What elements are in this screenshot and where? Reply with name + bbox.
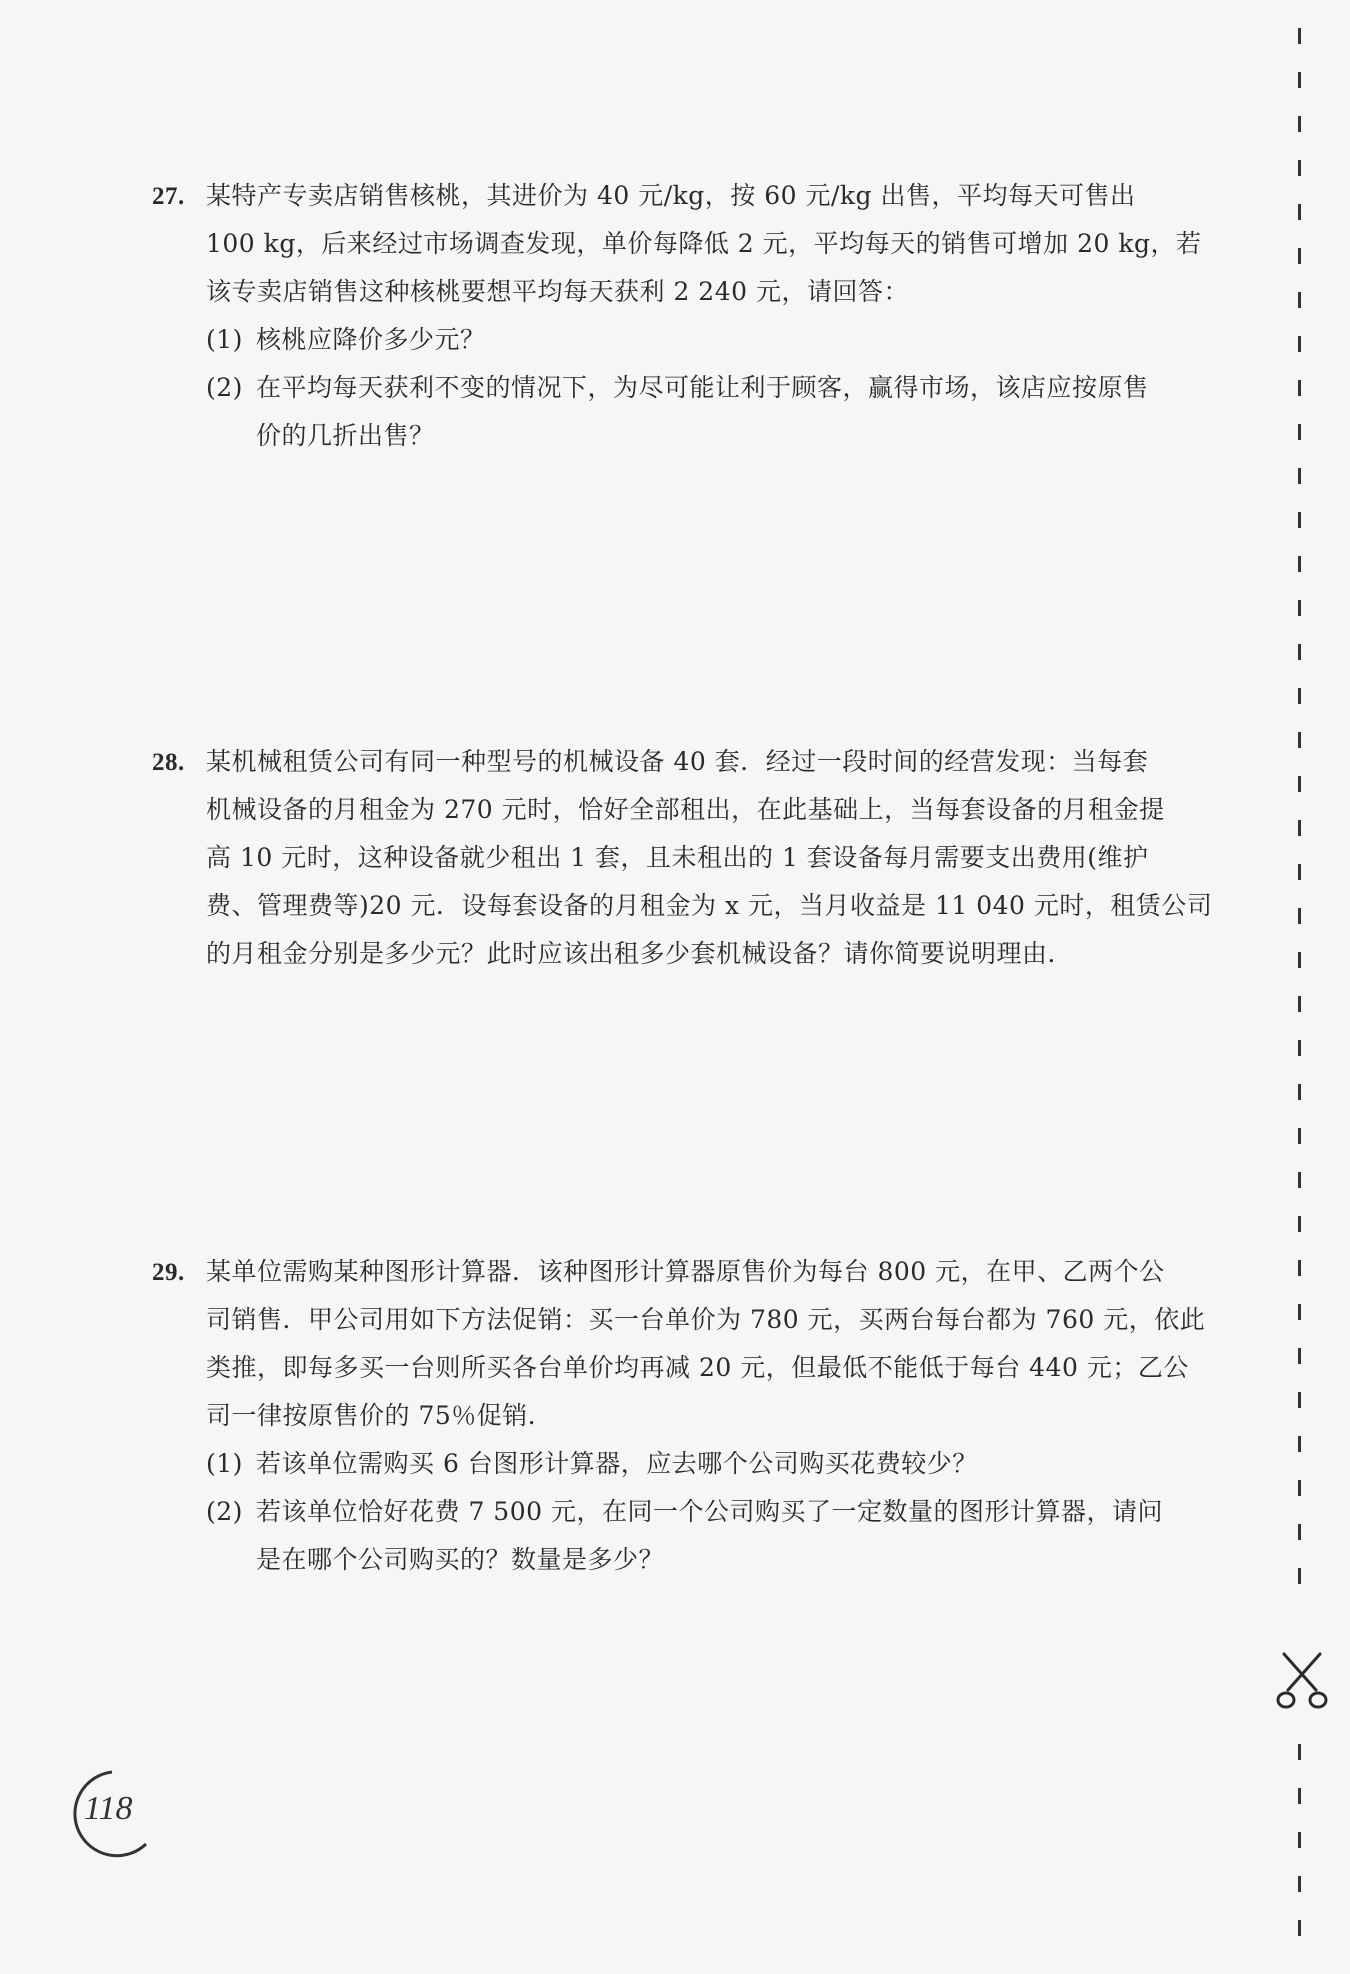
scissors-icon [1272, 1650, 1332, 1716]
sub-question-label: (2) [206, 373, 243, 402]
problem-text-line: 司销售．甲公司用如下方法促销：买一台单价为 780 元，买两台每台都为 760 元，依此 [206, 1305, 1206, 1334]
problem-27 [152, 172, 1212, 460]
sub-question-text: 核桃应降价多少元？ [256, 325, 486, 354]
sub-question-label: (1) [206, 1449, 243, 1478]
problem-text-line: 100 kg，后来经过市场调查发现，单价每降低 2 元，平均每天的销售可增加 20 kg，若 [206, 229, 1202, 258]
problem-number: 29. [152, 1259, 185, 1286]
sub-question-1 [152, 316, 1212, 364]
problem-number: 28. [152, 749, 185, 776]
problem-text-line: 某机械租赁公司有同一种型号的机械设备 40 套．经过一段时间的经营发现：当每套 [206, 747, 1149, 776]
problem-text-line: 费、管理费等)20 元．设每套设备的月租金为 x 元，当月收益是 11 040 元时，租赁公司 [206, 891, 1213, 920]
problem-number: 27. [152, 183, 185, 210]
problem-28 [152, 738, 1212, 978]
sub-question-2 [152, 1488, 1212, 1536]
sub-question-text: 若该单位恰好花费 7 500 元，在同一个公司购买了一定数量的图形计算器，请问 [256, 1497, 1163, 1526]
page-number: 118 [84, 1790, 133, 1827]
sub-question-text: 若该单位需购买 6 台图形计算器，应去哪个公司购买花费较少？ [256, 1449, 978, 1478]
problem-29 [152, 1248, 1212, 1584]
page-number-badge [62, 1768, 152, 1858]
problem-text-line: 某单位需购某种图形计算器．该种图形计算器原售价为每台 800 元，在甲、乙两个公 [206, 1257, 1165, 1286]
problem-text-line: 类推，即每多买一台则所买各台单价均再减 20 元，但最低不能低于每台 440 元；乙公 [206, 1353, 1189, 1382]
sub-question-2 [152, 364, 1212, 412]
problem-text-line: 的月租金分别是多少元？此时应该出租多少套机械设备？请你简要说明理由． [206, 939, 1074, 968]
sub-question-text: 在平均每天获利不变的情况下，为尽可能让利于顾客，赢得市场，该店应按原售 [256, 373, 1149, 402]
sub-question-text: 价的几折出售？ [256, 421, 435, 450]
sub-question-1 [152, 1440, 1212, 1488]
problem-text-line: 机械设备的月租金为 270 元时，恰好全部租出，在此基础上，当每套设备的月租金提 [206, 795, 1165, 824]
sub-question-label: (2) [206, 1497, 243, 1526]
problem-text-line: 该专卖店销售这种核桃要想平均每天获利 2 240 元，请回答： [206, 277, 909, 306]
sub-question-label: (1) [206, 325, 243, 354]
problem-text-line: 司一律按原售价的 75％促销． [206, 1401, 554, 1430]
sub-question-text: 是在哪个公司购买的？数量是多少？ [256, 1545, 665, 1574]
problem-text-line: 某特产专卖店销售核桃，其进价为 40 元/kg，按 60 元/kg 出售，平均每天可售出 [206, 181, 1136, 210]
problem-text-line: 高 10 元时，这种设备就少租出 1 套，且未租出的 1 套设备每月需要支出费用(维护 [206, 843, 1149, 872]
